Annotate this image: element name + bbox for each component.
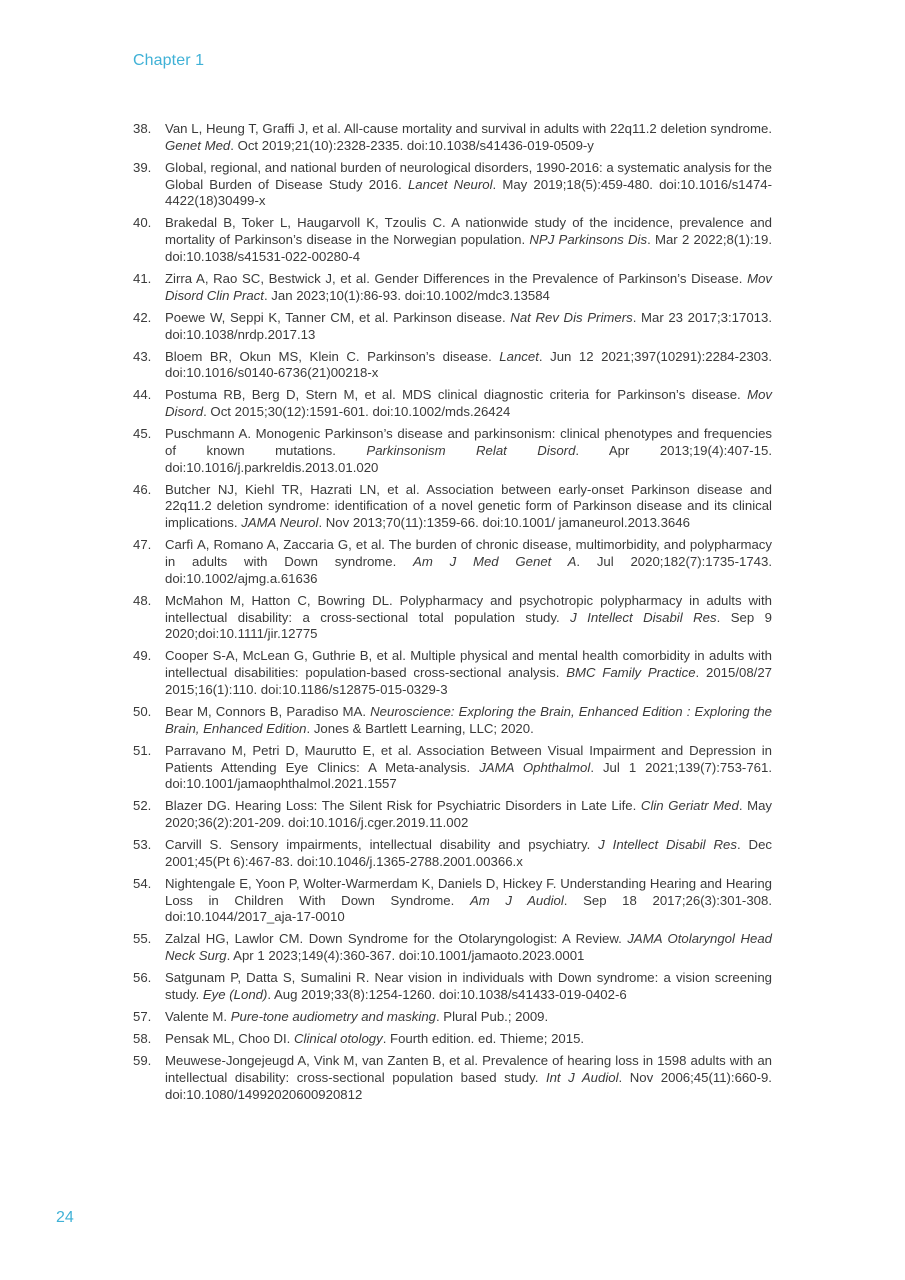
reference-text [165,482,772,532]
citation-text: Pensak ML, Choo DI. [165,1031,295,1046]
citation-text: Blazer DG. Hearing Loss: The Silent Risk for Psychiatric Disorders in Late Life. [165,798,641,814]
journal-title: Clinical otology [294,1031,383,1046]
citation-text: Nightengale E, Yoon P, Wolter-Warmerdam K, Daniels D, Hickey F. Understanding Hearing and Hearing Loss in Children With Down Syndrome. [165,875,772,908]
reference-text [165,970,772,1004]
citation-text: . Apr 2013;19(4):407-15. doi:10.1016/j.parkreldis.2013.01.020 [165,442,773,475]
reference-item [133,426,772,476]
reference-text [165,931,772,965]
reference-item [133,837,772,871]
chapter-header: Chapter 1 [133,52,205,69]
citation-text: Bear M, Connors B, Paradiso MA. [165,703,371,719]
citation-text: Parravano M, Petri D, Maurutto E, et al. Association Between Visual Impairment and Depression in Patients Attending Eye Clinics: A Meta-analysis. [165,742,772,775]
journal-title: Am J Med Genet A [413,554,577,570]
reference-list [133,121,772,1109]
citation-text: . Nov 2013;70(11):1359-66. doi:10.1001/ jamaneurol.2013.3646 [318,515,690,531]
journal-title: Neuroscience: Exploring the Brain, Enhanced Edition : Exploring the Brain, Enhanced Edition [165,703,772,736]
journal-title: Am J Audiol [469,892,564,908]
reference-number: 47. [133,537,152,553]
journal-title: Lancet [499,348,539,364]
journal-title: Mov Disord Clin Pract [165,270,772,303]
citation-text: . Jul 1 2021;139(7):753-761. doi:10.1001/jamaophthalmol.2021.1557 [165,759,772,792]
reference-item [133,704,772,738]
citation-text: Satgunam P, Datta S, Sumalini R. Near vision in individuals with Down syndrome: a vision screening study. [165,970,772,1003]
citation-text: Carfì A, Romano A, Zaccaria G, et al. The burden of chronic disease, multimorbidity, and polypharmacy in adults with Down syndrome. [165,537,772,570]
reference-item [133,1009,772,1026]
reference-number: 40. [133,215,152,231]
reference-item [133,798,772,832]
citation-text: . Jun 12 2021;397(10291):2284-2303. doi:10.1016/s0140-6736(21)00218-x [165,348,772,381]
journal-title: Int J Audiol [545,1069,619,1085]
citation-text: Butcher NJ, Kiehl TR, Hazrati LN, et al. Association between early-onset Parkinson disease and 22q11.2 deletion syndrome: identification of a novel genetic form of Parkinson disease and its clinical implications. [165,481,772,531]
journal-title: JAMA Neurol [241,515,319,531]
citation-text: Postuma RB, Berg D, Stern M, et al. MDS clinical diagnostic criteria for Parkinson’s disease. [165,387,748,403]
citation-text: Zirra A, Rao SC, Bestwick J, et al. Gender Differences in the Prevalence of Parkinson’s Disease. [165,270,748,286]
reference-text [165,798,772,832]
reference-item [133,593,772,643]
journal-title: BMC Family Practice [566,665,696,681]
reference-item [133,876,772,926]
reference-item [133,648,772,698]
reference-item [133,931,772,965]
reference-number: 51. [133,742,152,758]
reference-text [165,121,772,155]
citation-text: . Jones & Bartlett Learning, LLC; 2020. [306,720,534,736]
journal-title: JAMA Ophthalmol [479,759,591,775]
reference-item [133,271,772,305]
reference-text [165,271,772,305]
reference-number: 53. [133,837,152,853]
journal-title: Lancet Neurol [407,176,493,192]
journal-title: Genet Med [165,137,231,153]
citation-text: . Jul 2020;182(7):1735-1743. doi:10.1002/ajmg.a.61636 [165,554,772,586]
reference-number: 56. [133,970,152,986]
citation-text: Brakedal B, Toker L, Haugarvoll K, Tzoulis C. A nationwide study of the incidence, prevalence and mortality of Parkinson’s disease in the Norwegian population. [165,215,772,248]
citation-text: Van L, Heung T, Graffi J, et al. All-cause mortality and survival in adults with 22q11.2 deletion syndrome. [165,121,772,136]
journal-title: Eye (Lond) [202,987,268,1003]
citation-text: . Sep 9 2020;doi:10.1111/jir.12775 [165,609,772,642]
citation-text: . Apr 1 2023;149(4):360-367. doi:10.1001/jamaoto.2023.0001 [226,948,585,964]
reference-item [133,121,772,155]
citation-text: Meuwese-Jongejeugd A, Vink M, van Zanten B, et al. Prevalence of hearing loss in 1598 adults with an intellectual disability: cross-sectional population based study. [165,1052,772,1085]
citation-text: Puschmann A. Monogenic Parkinson’s disease and parkinsonism: clinical phenotypes and frequencies of known mutations. [165,426,772,458]
citation-text: . Mar 23 2017;3:17013. doi:10.1038/nrdp.2017.13 [165,309,773,342]
reference-number: 43. [133,348,152,364]
reference-text [165,837,772,871]
citation-text: Global, regional, and national burden of neurological disorders, 1990-2016: a systematic analysis for the Global Burden of Disease Study 2016. [165,159,772,192]
citation-text: McMahon M, Hatton C, Bowring DL. Polypharmacy and psychotropic polypharmacy in adults with intellectual disability: a cross-sectional total population study. [165,592,772,625]
reference-number: 39. [133,159,152,175]
citation-text: . Nov 2006;45(11):660-9. doi:10.1080/14992020600920812 [165,1069,772,1102]
reference-item [133,1053,772,1103]
citation-text: . Oct 2015;30(12):1591-601. doi:10.1002/mds.26424 [203,404,511,420]
reference-item [133,537,772,587]
citation-text: . Plural Pub.; 2009. [435,1009,549,1025]
reference-item [133,743,772,793]
citation-text: . Fourth edition. ed. Thieme; 2015. [382,1031,585,1046]
reference-number: 44. [133,387,152,403]
reference-number: 48. [133,592,152,608]
reference-item [133,310,772,344]
citation-text: . Dec 2001;45(Pt 6):467-83. doi:10.1046/j.1365-2788.2001.00366.x [165,837,773,869]
reference-text [165,593,772,643]
citation-text: Valente M. [165,1009,231,1025]
reference-text [165,387,772,421]
citation-text: . Jan 2023;10(1):86-93. doi:10.1002/mdc3.13584 [263,287,550,303]
reference-text [165,648,772,698]
reference-number: 55. [133,931,152,947]
reference-text [165,876,772,926]
reference-text [165,349,772,383]
citation-text: Zalzal HG, Lawlor CM. Down Syndrome for the Otolaryngologist: A Review. [165,931,628,947]
reference-text [165,704,772,738]
journal-title: Pure-tone audiometry and masking [230,1009,436,1025]
reference-item [133,160,772,210]
page-number: 24 [56,1209,74,1226]
journal-title: NPJ Parkinsons Dis [529,232,648,248]
citation-text: Bloem BR, Okun MS, Klein C. Parkinson’s disease. [165,348,500,364]
journal-title: Mov Disord [165,387,772,420]
reference-number: 42. [133,309,152,325]
reference-item [133,215,772,265]
reference-number: 45. [133,426,152,442]
reference-text [165,1053,772,1103]
journal-title: J Intellect Disabil Res [598,837,737,853]
reference-item [133,387,772,421]
citation-text: Poewe W, Seppi K, Tanner CM, et al. Parkinson disease. [165,309,511,325]
citation-text: . Mar 2 2022;8(1):19. doi:10.1038/s41531-022-00280-4 [165,232,772,264]
journal-title: Parkinsonism Relat Disord [366,442,576,458]
citation-text: . Sep 18 2017;26(3):301-308. doi:10.1044/2017_aja-17-0010 [165,892,772,925]
reference-item [133,482,772,532]
reference-number: 58. [133,1031,152,1046]
citation-text: . May 2019;18(5):459-480. doi:10.1016/s1474-4422(18)30499-x [165,176,773,209]
journal-title: Clin Geriatr Med [640,798,739,814]
citation-text: Carvill S. Sensory impairments, intellectual disability and psychiatry. [165,837,599,853]
reference-text [165,426,772,476]
citation-text: . 2015/08/27 2015;16(1):110. doi:10.1186/s12875-015-0329-3 [165,665,772,697]
reference-item [133,970,772,1004]
reference-number: 49. [133,648,152,664]
reference-text [165,743,772,793]
reference-text [165,1031,772,1048]
reference-text [165,537,772,587]
reference-text [165,160,772,210]
reference-item [133,349,772,383]
reference-item [133,1031,772,1048]
reference-number: 46. [133,481,152,497]
journal-title: JAMA Otolaryngol Head Neck Surg [165,931,772,964]
reference-number: 52. [133,798,152,814]
citation-text: . Oct 2019;21(10):2328-2335. doi:10.1038/s41436-019-0509-y [230,137,594,153]
citation-text: . May 2020;36(2):201-209. doi:10.1016/j.cger.2019.11.002 [165,798,772,831]
reference-text [165,310,772,344]
reference-text [165,1009,772,1026]
reference-number: 41. [133,270,152,286]
reference-number: 54. [133,875,152,891]
citation-text: Cooper S-A, McLean G, Guthrie B, et al. Multiple physical and mental health comorbidity in adults with intellectual disabilities: population-based cross-sectional analysis. [165,648,772,681]
reference-number: 57. [133,1009,152,1025]
reference-number: 59. [133,1052,152,1068]
reference-number: 38. [133,121,152,136]
reference-text [165,215,772,265]
journal-title: Nat Rev Dis Primers [510,309,633,325]
journal-title: J Intellect Disabil Res [570,609,717,625]
reference-number: 50. [133,703,152,719]
citation-text: . Aug 2019;33(8):1254-1260. doi:10.1038/s41433-019-0402-6 [267,987,627,1003]
